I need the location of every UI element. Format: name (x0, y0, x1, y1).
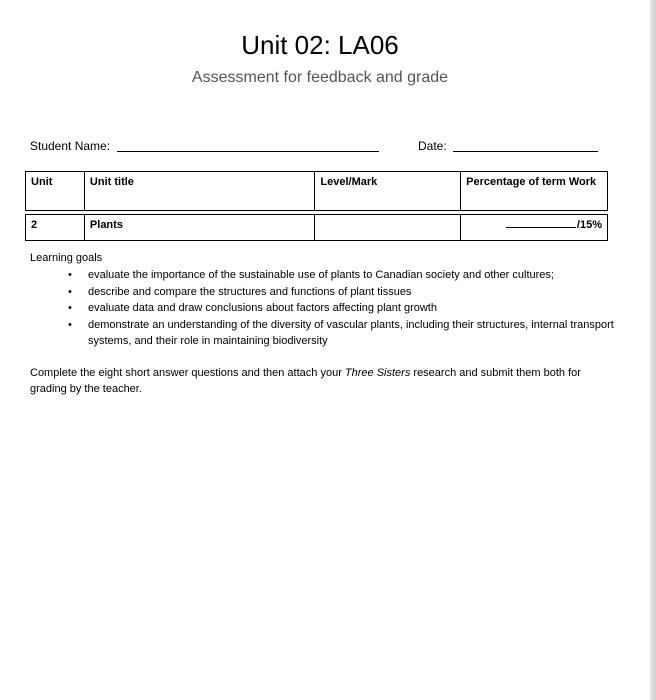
table-row (26, 215, 608, 241)
student-name-label: Student Name: (30, 139, 111, 153)
list-item (60, 317, 620, 350)
goal-text: evaluate data and draw conclusions about factors affecting plant growth (88, 302, 437, 314)
percentage-blank[interactable] (506, 227, 576, 228)
instructions-emphasis: Three Sisters (344, 367, 411, 379)
goal-text: evaluate the importance of the sustainable use of plants to Canadian society and other cultures; (88, 269, 554, 281)
list-item (60, 284, 620, 301)
cell-unit-title: Plants (84, 215, 314, 241)
cell-level-mark[interactable] (315, 215, 461, 241)
list-item (60, 267, 620, 284)
percentage-value: /15% (576, 219, 602, 231)
table-header-row (26, 172, 608, 211)
date-field[interactable] (453, 151, 598, 152)
header-percentage: Percentage of term Work (461, 172, 608, 211)
bullet-icon: • (68, 285, 72, 298)
instructions-text: Complete the eight short answer questions and then attach your (30, 367, 345, 379)
goal-text: describe and compare the structures and functions of plant tissues (88, 285, 412, 298)
cell-unit: 2 (26, 215, 85, 241)
learning-goals-list (60, 267, 620, 350)
date-label: Date: (418, 139, 447, 153)
header-unit-title: Unit title (84, 172, 314, 211)
assessment-table (25, 171, 608, 241)
goal-text: demonstrate an understanding of the diversity of vascular plants, including their structures, internal transport systems, and their role in maintaining biodiversity (88, 318, 614, 347)
page-edge (650, 0, 656, 700)
bullet-icon: • (68, 318, 72, 331)
header-level-mark: Level/Mark (315, 172, 461, 211)
instructions-text-end: research and submit them both for grading by the teacher. (30, 367, 581, 395)
page-subtitle: Assessment for feedback and grade (191, 69, 449, 86)
page-title: Unit 02: LA06 (241, 30, 399, 60)
bullet-icon: • (68, 302, 72, 314)
student-name-field[interactable] (117, 151, 379, 152)
learning-goals-heading: Learning goals (30, 252, 103, 264)
header-unit: Unit (26, 172, 85, 211)
bullet-icon: • (68, 269, 72, 281)
instructions (30, 365, 610, 397)
cell-percentage[interactable] (461, 215, 608, 241)
list-item (60, 300, 620, 317)
